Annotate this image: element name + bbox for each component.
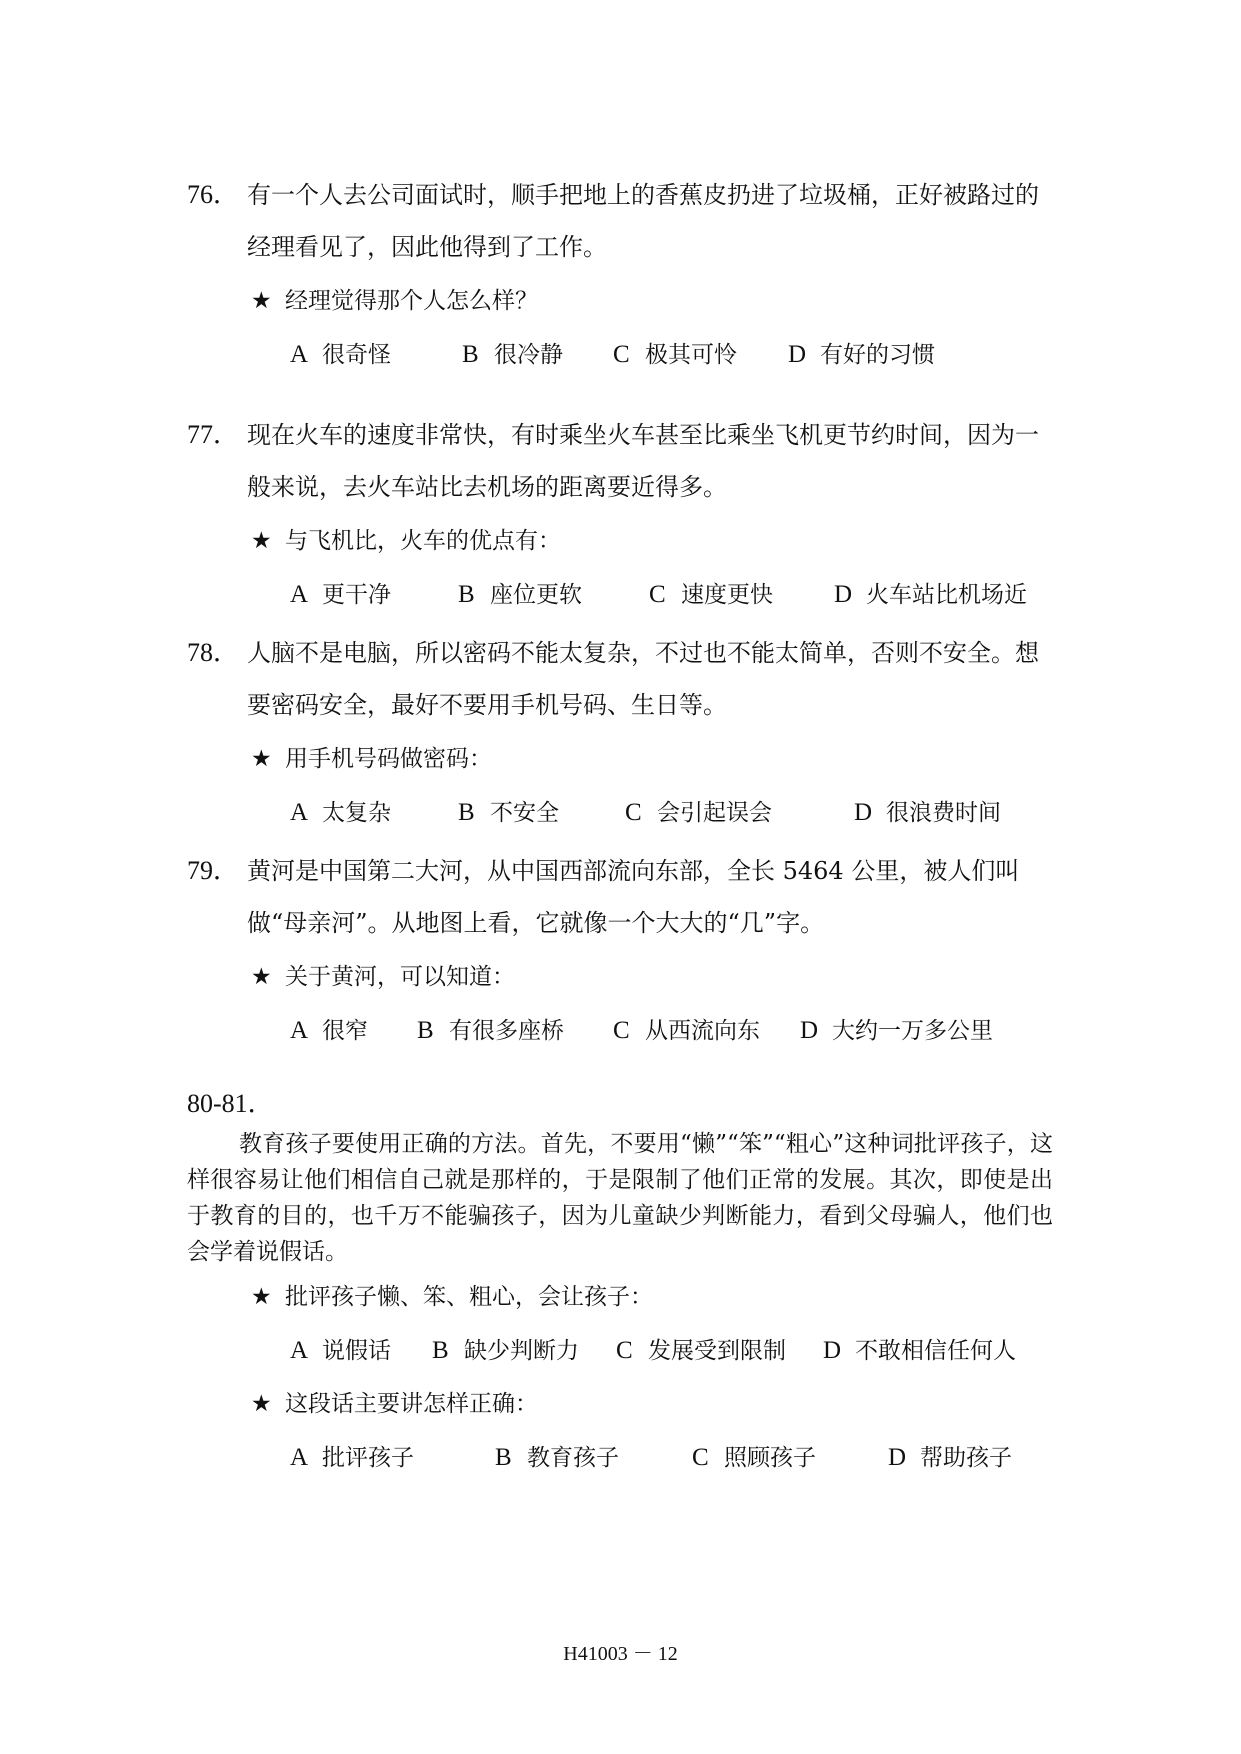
option-text: 会引起误会 — [657, 800, 772, 826]
star-icon: ★ — [251, 746, 272, 772]
option-d — [834, 573, 1027, 617]
question-81 — [187, 1382, 1057, 1480]
question-prompt: 关于黄河，可以知道： — [285, 964, 515, 990]
option-a — [290, 1329, 432, 1373]
option-letter: C — [692, 1444, 709, 1471]
option-text: 缺少判断力 — [464, 1338, 579, 1364]
option-text: 批评孩子 — [322, 1445, 414, 1471]
star-icon: ★ — [251, 964, 272, 990]
question-prompt: 用手机号码做密码： — [285, 746, 492, 772]
answer-options — [187, 1009, 1057, 1053]
option-d — [854, 791, 1001, 835]
option-b — [458, 573, 649, 617]
question-prompt: 经理觉得那个人怎么样？ — [285, 288, 538, 314]
question-prompt: 与飞机比，火车的优点有： — [285, 528, 561, 554]
question-prompt: 这段话主要讲怎样正确： — [285, 1391, 538, 1417]
option-letter: A — [290, 1337, 309, 1364]
option-d — [800, 1009, 993, 1053]
option-letter: C — [616, 1337, 633, 1364]
question-76 — [187, 169, 1057, 377]
question-text: 有一个人去公司面试时，顺手把地上的香蕉皮扔进了垃圾桶，正好被路过的经理看见了，因此他得到了工作。 — [247, 181, 1039, 261]
option-letter: B — [462, 341, 479, 368]
option-text: 火车站比机场近 — [866, 582, 1027, 608]
question-78 — [187, 627, 1057, 835]
star-icon: ★ — [251, 1284, 272, 1310]
option-letter: D — [834, 581, 853, 608]
option-text: 说假话 — [322, 1338, 391, 1364]
question-prompt-row — [187, 279, 1057, 323]
option-letter: B — [458, 799, 475, 826]
option-text: 座位更软 — [490, 582, 582, 608]
option-a — [290, 573, 458, 617]
option-c — [613, 1009, 800, 1053]
option-b — [462, 333, 613, 377]
option-letter: A — [290, 1017, 309, 1044]
option-b — [458, 791, 625, 835]
answer-options — [187, 791, 1057, 835]
option-text: 发展受到限制 — [648, 1338, 786, 1364]
option-text: 极其可怜 — [645, 342, 737, 368]
question-77 — [187, 409, 1057, 617]
question-stem — [187, 169, 1057, 273]
option-text: 从西流向东 — [645, 1018, 760, 1044]
option-a — [290, 1436, 495, 1480]
option-b — [417, 1009, 613, 1053]
option-a — [290, 1009, 417, 1053]
option-text: 教育孩子 — [527, 1445, 619, 1471]
reading-passage: 教育孩子要使用正确的方法。首先，不要用“懒”“笨”“粗心”这种词批评孩子，这样很容易让他们相信自己就是那样的，于是限制了他们正常的发展。其次，即使是出于教育的目的，也千万不能骗孩子，因为儿童缺少判断能力，看到父母骗人，他们也会学着说假话。 — [187, 1131, 1053, 1265]
star-icon: ★ — [251, 1391, 272, 1417]
option-text: 照顾孩子 — [724, 1445, 816, 1471]
answer-options — [187, 333, 1057, 377]
option-letter: C — [613, 341, 630, 368]
option-letter: B — [432, 1337, 449, 1364]
option-d — [788, 333, 935, 377]
option-letter: A — [290, 799, 309, 826]
option-letter: C — [649, 581, 666, 608]
option-letter: D — [823, 1337, 842, 1364]
question-number: 76． — [187, 180, 240, 209]
option-c — [649, 573, 834, 617]
option-b — [432, 1329, 616, 1373]
option-c — [692, 1436, 888, 1480]
answer-options — [187, 1436, 1057, 1480]
question-text: 现在火车的速度非常快，有时乘坐火车甚至比乘坐飞机更节约时间，因为一般来说，去火车站比去机场的距离要近得多。 — [247, 421, 1039, 501]
option-text: 不安全 — [490, 800, 559, 826]
option-letter: B — [495, 1444, 512, 1471]
option-text: 太复杂 — [322, 800, 391, 826]
option-letter: A — [290, 1444, 309, 1471]
answer-options — [187, 573, 1057, 617]
question-prompt: 批评孩子懒、笨、粗心，会让孩子： — [285, 1284, 653, 1310]
option-c — [613, 333, 788, 377]
question-text: 人脑不是电脑，所以密码不能太复杂，不过也不能太简单，否则不安全。想要密码安全，最好不要用手机号码、生日等。 — [247, 639, 1039, 719]
question-text: 黄河是中国第二大河，从中国西部流向东部，全长 5464 公里，被人们叫做“母亲河”。从地图上看，它就像一个大大的“几”字。 — [247, 857, 1020, 937]
question-group-number: 80-81． — [187, 1089, 274, 1118]
option-text: 帮助孩子 — [920, 1445, 1012, 1471]
question-stem — [187, 409, 1057, 513]
star-icon: ★ — [251, 528, 272, 554]
question-prompt-row — [187, 737, 1057, 781]
question-prompt-row — [187, 1382, 1057, 1426]
question-prompt-row — [187, 519, 1057, 563]
option-text: 不敢相信任何人 — [855, 1338, 1016, 1364]
question-number: 77． — [187, 420, 240, 449]
option-text: 很窄 — [322, 1018, 368, 1044]
option-b — [495, 1436, 692, 1480]
option-text: 有好的习惯 — [820, 342, 935, 368]
option-c — [625, 791, 854, 835]
option-text: 很奇怪 — [322, 342, 391, 368]
question-prompt-row — [187, 1275, 1057, 1319]
option-letter: B — [417, 1017, 434, 1044]
option-letter: B — [458, 581, 475, 608]
question-stem — [187, 627, 1057, 731]
option-c — [616, 1329, 823, 1373]
option-text: 很冷静 — [494, 342, 563, 368]
option-letter: D — [854, 799, 873, 826]
option-d — [888, 1436, 1012, 1480]
question-stem — [187, 845, 1057, 949]
answer-options — [187, 1329, 1057, 1373]
option-a — [290, 791, 458, 835]
option-text: 很浪费时间 — [886, 800, 1001, 826]
option-text: 有很多座桥 — [449, 1018, 564, 1044]
option-letter: D — [800, 1017, 819, 1044]
option-letter: A — [290, 341, 309, 368]
question-number: 78． — [187, 638, 240, 667]
page-footer: H41003 － 12 — [563, 1643, 678, 1665]
option-text: 更干净 — [322, 582, 391, 608]
option-text: 速度更快 — [681, 582, 773, 608]
option-letter: A — [290, 581, 309, 608]
option-letter: D — [888, 1444, 907, 1471]
question-79 — [187, 845, 1057, 1053]
question-number: 79． — [187, 856, 240, 885]
option-letter: C — [613, 1017, 630, 1044]
star-icon: ★ — [251, 288, 272, 314]
option-letter: D — [788, 341, 807, 368]
question-prompt-row — [187, 955, 1057, 999]
option-d — [823, 1329, 1016, 1373]
option-letter: C — [625, 799, 642, 826]
option-text: 大约一万多公里 — [832, 1018, 993, 1044]
option-a — [290, 333, 462, 377]
question-80 — [187, 1275, 1057, 1373]
